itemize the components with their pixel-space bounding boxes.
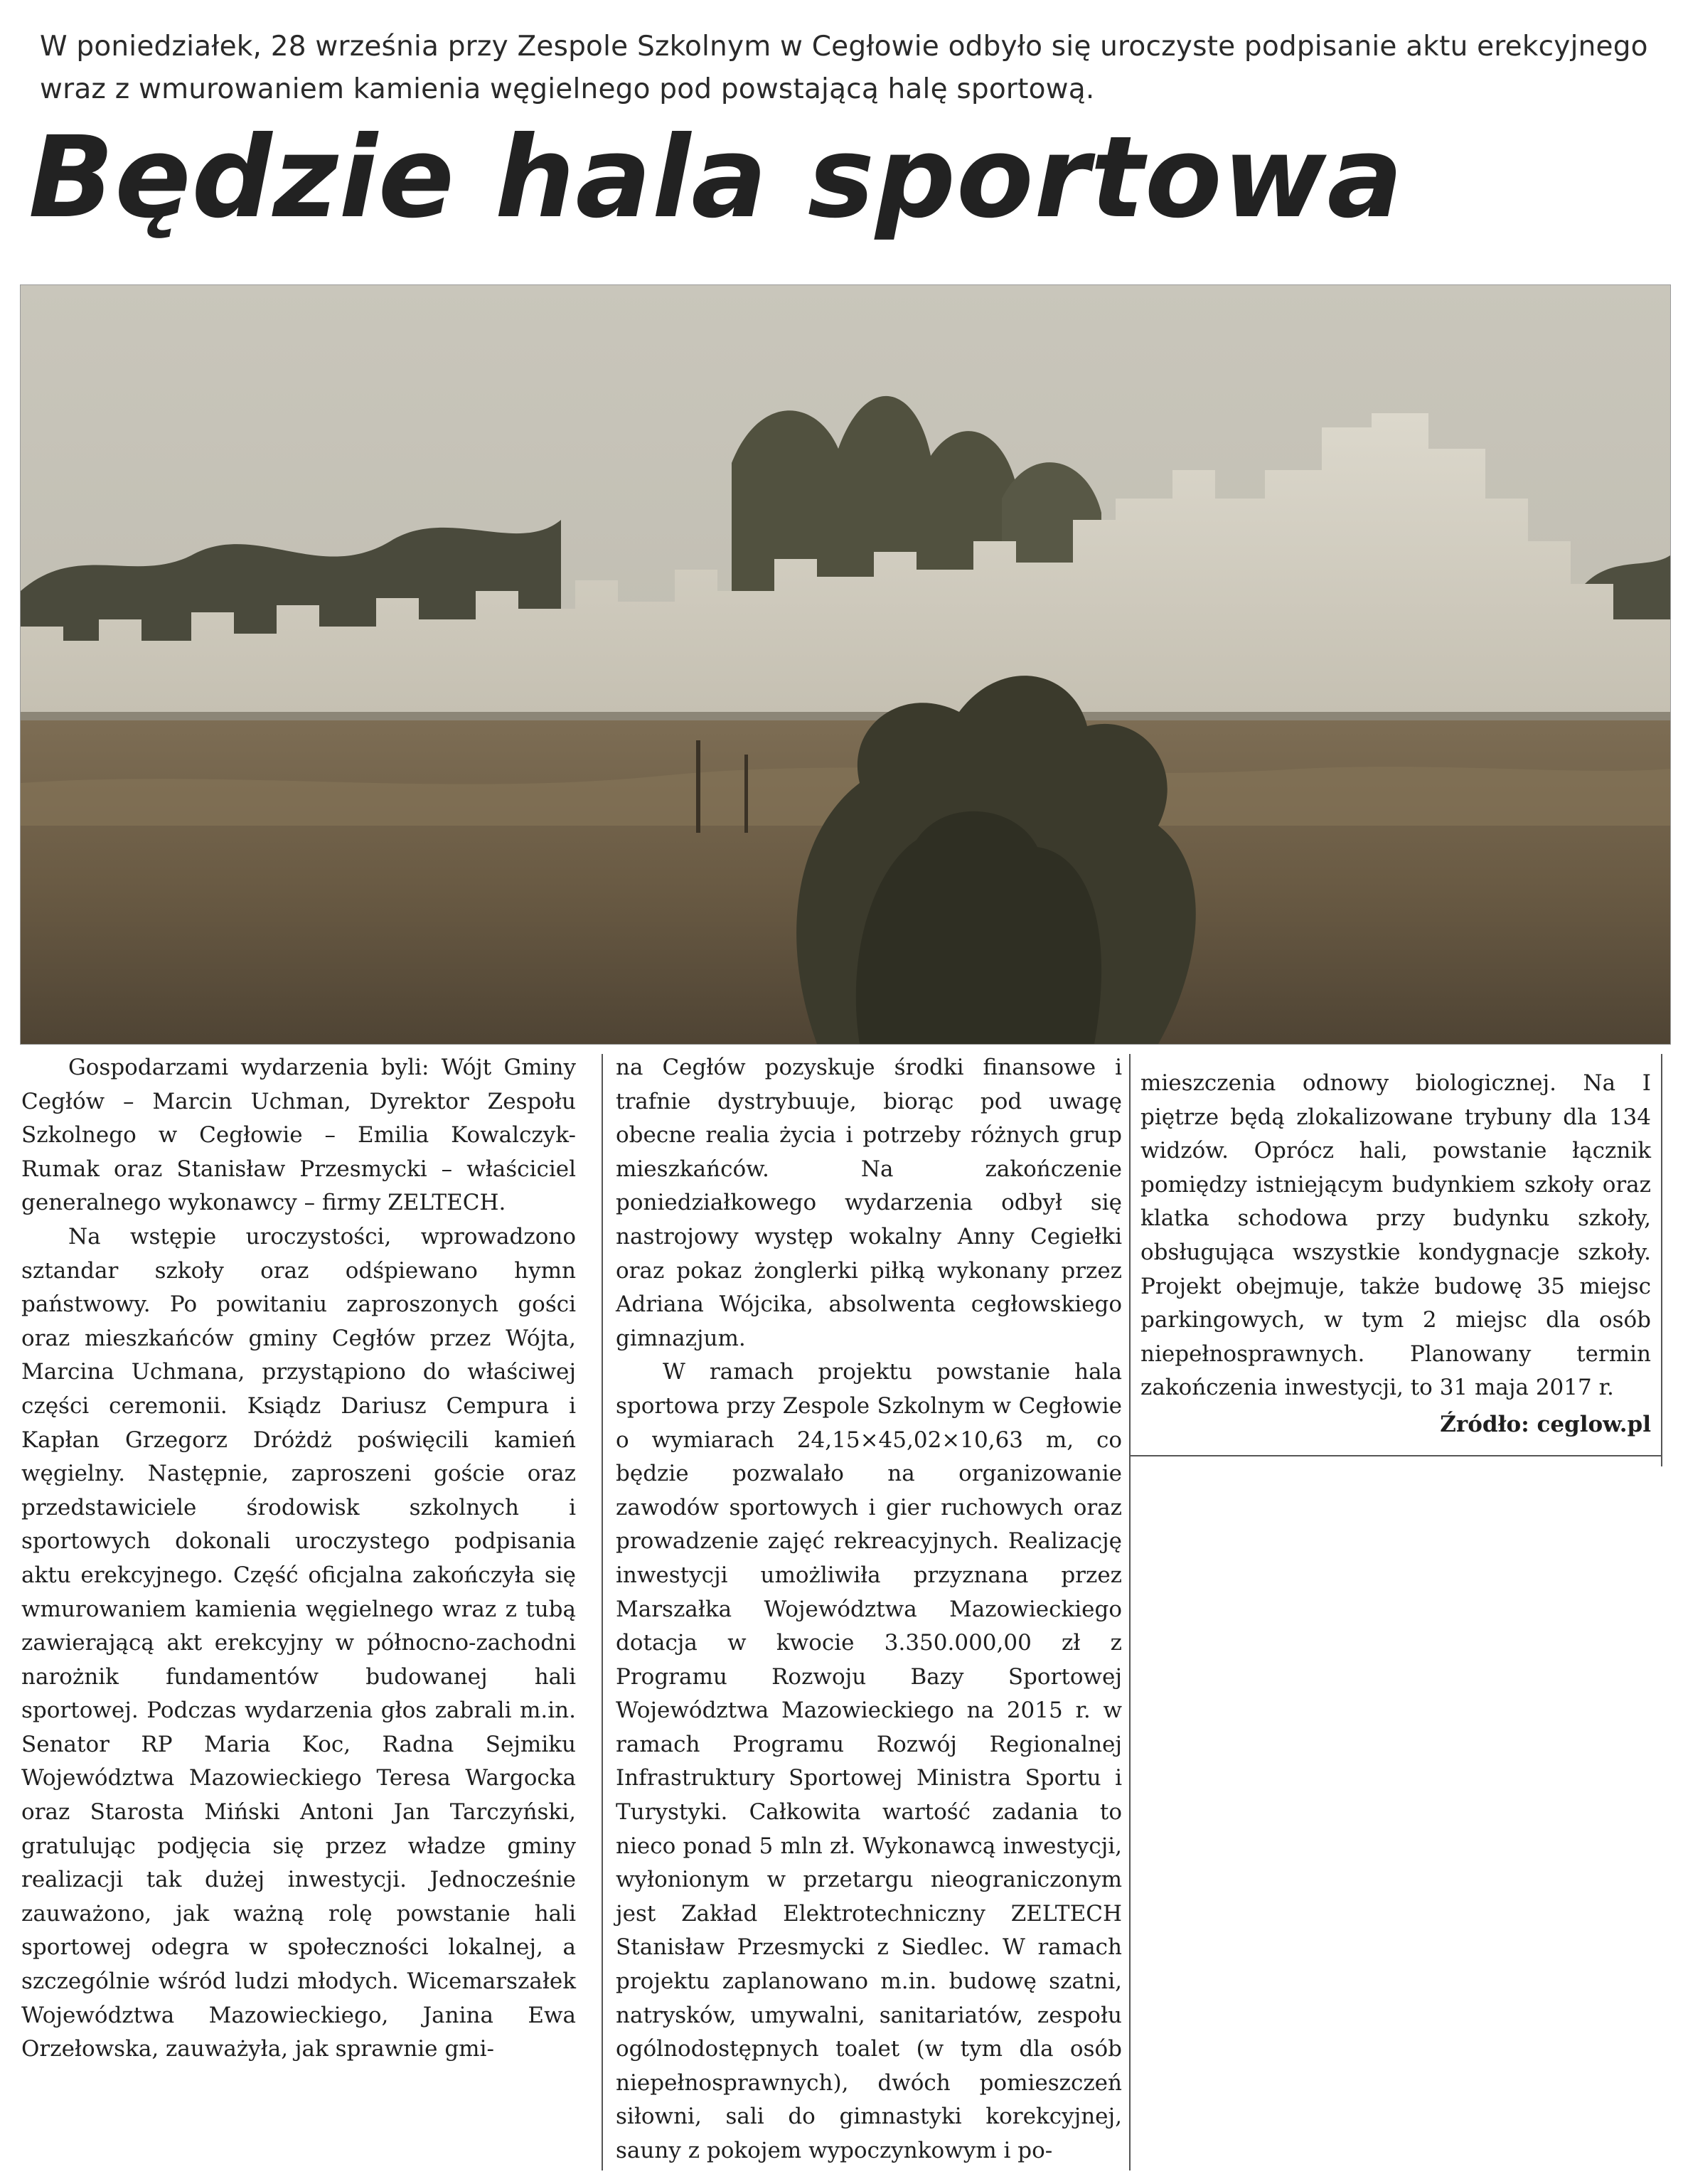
paragraph: W ramach projektu powstanie hala sportowa przy Zespole Szkolnym w Cegłowie o wymiarach 24,15×45,02×10,63 m, co będzie pozwalało na organizowanie zawodów sportowych i gier ruchowych oraz prowadzenie zajęć rekreacyjnych. Realizację inwestycji umożliwiła przyznana przez Marszałka Województwa Mazowieckiego dotacja w kwocie 3.350.000,00 zł z Programu Rozwoju Bazy Sportowej Województwa Mazowieckiego na 2015 r. w ramach Programu Rozwój Regionalnej Infrastruktury Sportowej Ministra Sportu i Turystyki. Całkowita wartość zadania to nieco ponad 5 mln zł. Wykonawcą inwestycji, wyłonionym w przetargu nieograniczonym jest Zakład Elektrotechniczny ZELTECH Stanisław Przesmycki z Siedlec. W ramach projektu zaplanowano m.in. budowę szatni, natrysków, umywalni, sanitariatów, zespołu ogólnodostępnych toalet (w tym dla osób niepełnosprawnych), dwóch pomieszczeń siłowni, sali do gimnastyki korekcyjnej, sauny z pokojem wypoczynkowym i po- <box>616 1359 1122 2163</box>
column-rule <box>602 1054 603 2170</box>
article-headline: Będzie hala sportowa <box>28 112 1404 243</box>
photo-illustration <box>21 285 1670 1044</box>
paragraph: Gospodarzami wydarzenia byli: Wójt Gminy Cegłów – Marcin Uchman, Dyrektor Zespołu Szkolnego w Cegłowie – Emilia Kowalczyk-Rumak oraz Stanisław Przesmycki – właściciel generalnego wykonawcy – firmy ZELTECH. <box>21 1055 576 1216</box>
article-column-2 <box>616 1051 1122 2168</box>
paragraph: Na wstępie uroczystości, wprowadzono sztandar szkoły oraz odśpiewano hymn państwowy. Po powitaniu zaproszonych gości oraz mieszkańców gminy Cegłów przez Wójta, Marcina Uchmana, przystąpiono do właściwej części ceremonii. Ksiądz Dariusz Cempura i Kapłan Grzegorz Dróżdż poświęcili kamień węgielny. Następnie, zaproszeni goście oraz przedstawiciele środowisk szkolnych i sportowych dokonali uroczystego podpisania aktu erekcyjnego. Część oficjalna zakończyła się wmurowaniem kamienia węgielnego wraz z tubą zawierającą akt erekcyjny w północno-zachodni narożnik fundamentów budowanej hali sportowej. Podczas wydarzenia głos zabrali m.in. Senator RP Maria Koc, Radna Sejmiku Województwa Mazowieckiego Teresa Wargocka oraz Starosta Miński Antoni Jan Tarczyński, gratulując podjęcia się przez władze gminy realizacji tak dużej inwestycji. Jednocześnie zauważono, jak ważną rolę powstanie hali sportowej odegra w społeczności lokalnej, a szczególnie wśród ludzi młodych. Wicemarszałek Województwa Mazowieckiego, Janina Ewa Orzełowska, zauważyła, jak sprawnie gmi- <box>21 1223 576 2062</box>
column-rule <box>1661 1054 1662 1466</box>
column-rule <box>1129 1054 1131 2170</box>
construction-site-photo <box>20 284 1671 1045</box>
article-column-3 <box>1140 1067 1651 1405</box>
article-lead: W poniedziałek, 28 września przy Zespole Szkolnym w Cegłowie odbyło się uroczyste podpisanie aktu erekcyjnego wraz z wmurowaniem kamienia węgielnego pod powstającą halę sportową. <box>40 31 1648 105</box>
paragraph: mieszczenia odnowy biologicznej. Na I piętrze będą zlokalizowane trybuny dla 134 widzów. Oprócz hali, powstanie łącznik pomiędzy istniejącym budynkiem szkoły oraz klatka schodowa przy budynku szkoły, obsługująca wszystkie kondygnacje szkoły. Projekt obejmuje, także budowę 35 miejsc parkingowych, w tym 2 miejsc dla osób niepełnosprawnych. Planowany termin zakończenia inwestycji, to 31 maja 2017 r. <box>1140 1070 1651 1401</box>
article-source: Źródło: ceglow.pl <box>1440 1412 1651 1437</box>
column-end-rule <box>1129 1455 1662 1456</box>
paragraph: na Cegłów pozyskuje środki finansowe i trafnie dystrybuuje, biorąc pod uwagę obecne realia życia i potrzeby różnych grup mieszkańców. Na zakończenie poniedziałkowego wydarzenia odbył się nastrojowy występ wokalny Anny Cegiełki oraz pokaz żonglerki piłką wykonany przez Adriana Wójcika, absolwenta cegłowskiego gimnazjum. <box>616 1055 1122 1351</box>
article-column-1 <box>21 1051 576 2067</box>
